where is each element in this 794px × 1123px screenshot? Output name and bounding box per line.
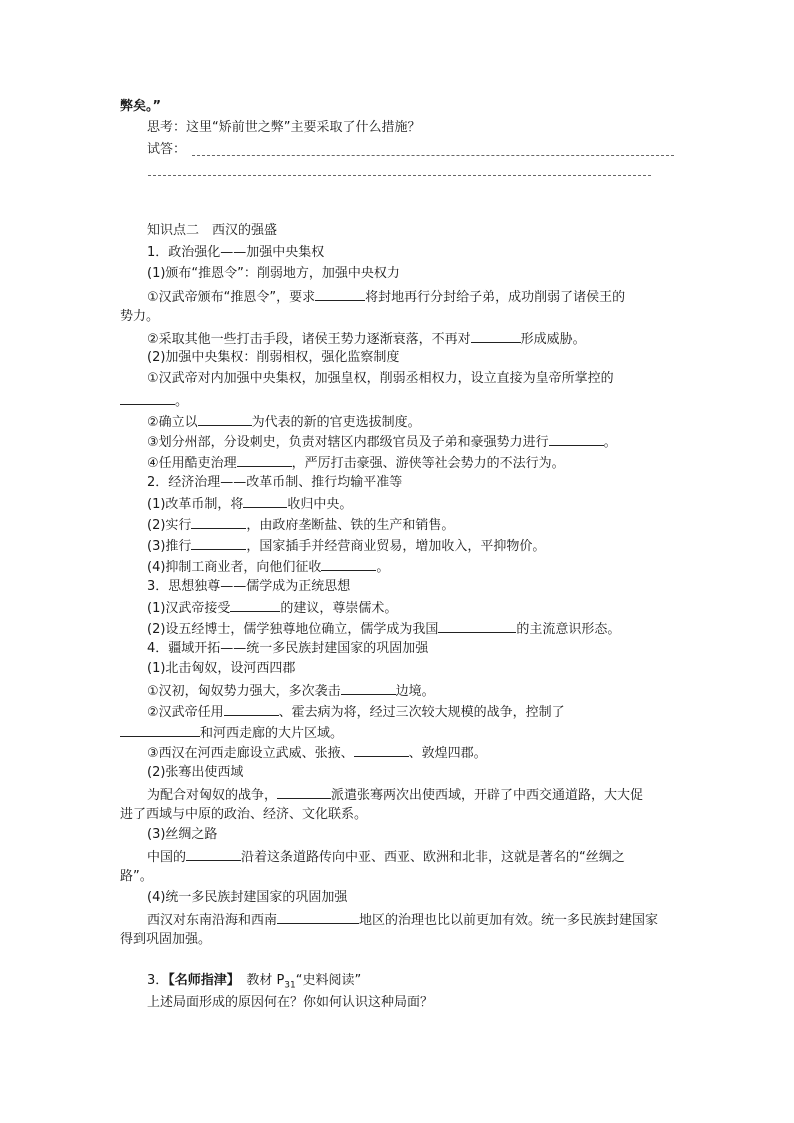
think-question: 思考：这里“矫前世之弊”主要采取了什么措施？: [147, 120, 421, 135]
text: 为配合对匈奴的战争，: [147, 788, 278, 803]
text: 和河西走廊的大片区域。: [200, 726, 344, 741]
text: 收归中央。: [287, 497, 353, 512]
fill-blank: [277, 910, 359, 924]
item-4-2: (2)张骞出使西域: [147, 765, 244, 780]
text: 的主流意识形态。: [516, 622, 621, 637]
text: (1)改革币制，将: [147, 497, 244, 512]
answer-label: 试答：: [147, 142, 187, 157]
fill-blank: [237, 453, 292, 467]
fill-blank: [321, 557, 376, 571]
text: 将封地再行分封给子弟，成功削弱了诸侯王的: [365, 290, 626, 305]
fill-blank: [354, 743, 409, 757]
item-4-3a-cont: 路”。: [120, 869, 153, 884]
text: 派遣张骞两次出使西域，开辟了中西交通道路，大大促: [331, 788, 644, 803]
text: 。: [175, 394, 189, 409]
item-4-3a: [147, 847, 625, 867]
text: ③划分州部，分设刺史，负责对辖区内郡级官员及子弟和豪强势力进行: [147, 435, 549, 450]
text: ①汉武帝颁布“推恩令”，要求: [147, 290, 316, 305]
text: 西汉对东南沿海和西南: [147, 913, 278, 928]
text: 形成威胁。: [520, 332, 586, 347]
fill-blank: [191, 515, 246, 529]
fill-blank: [341, 681, 396, 695]
guide-label: 【名师指津】: [168, 973, 234, 988]
intro-line-1: 弊矣。”: [120, 99, 162, 114]
text: ②确立以: [147, 415, 198, 430]
text: ②汉武帝任用: [147, 705, 224, 720]
item-1-1a-cont: 势力。: [120, 309, 160, 324]
item-2-1: [147, 494, 352, 514]
page-number: 31: [284, 980, 296, 991]
text: (4)抑制工商业者，向他们征收: [147, 560, 322, 575]
text: (2)实行: [147, 518, 192, 533]
fill-blank: [224, 702, 279, 716]
text: (2)设五经博士，儒学独尊地位确立，儒学成为我国: [147, 622, 439, 637]
item-4-4a-cont: 得到巩固加强。: [120, 932, 212, 947]
text: (3)推行: [147, 539, 192, 554]
item-3-1: [147, 598, 397, 618]
section-title: 知识点二 西汉的强盛: [147, 223, 278, 238]
text: 的建议，尊崇儒术。: [280, 601, 398, 616]
text: ③西汉在河西走廊设立武威、张掖、: [147, 746, 354, 761]
text: ④任用酷吏治理: [147, 456, 237, 471]
item-4-1a: [147, 681, 435, 701]
part3-title: 3．思想独尊——儒学成为正统思想: [147, 579, 351, 594]
fill-blank: [549, 432, 604, 446]
item-4-1b-cont: [120, 723, 343, 743]
answer-line-1: [192, 155, 674, 156]
text: 、霍去病为将，经过三次较大规模的战争，控制了: [278, 705, 565, 720]
part4-title: 4．疆域开拓——统一多民族封建国家的巩固加强: [147, 641, 429, 656]
text: ①汉初，匈奴势力强大，多次袭击: [147, 684, 341, 699]
text: ，由政府垄断盐、铁的生产和销售。: [246, 518, 455, 533]
fill-blank: [315, 287, 365, 301]
text: 地区的治理也比以前更加有效。统一多民族封建国家: [359, 913, 659, 928]
item-1-1a: [147, 287, 625, 307]
item-2-3: [147, 536, 545, 556]
item-3-2: [147, 619, 620, 639]
text: 。: [603, 435, 617, 450]
item-4-4: (4)统一多民族封建国家的巩固加强: [147, 890, 348, 905]
text: 。: [376, 560, 390, 575]
text: ，国家插手并经营商业贸易，增加收入，平抑物价。: [246, 539, 546, 554]
text: 中国的: [147, 850, 187, 865]
fill-blank: [120, 391, 175, 405]
fill-blank: [191, 536, 246, 550]
fill-blank: [438, 619, 516, 633]
text: 为代表的新的官吏选拔制度。: [251, 415, 421, 430]
item-4-1c: [147, 743, 487, 763]
item-1-2a-cont: [120, 391, 188, 411]
item-1-1: (1)颁布“推恩令”：削弱地方，加强中央权力: [147, 266, 400, 281]
text: ②采取其他一些打击手段，诸侯王势力逐渐衰落，不再对: [147, 332, 471, 347]
item-2-2: [147, 515, 454, 535]
fill-blank: [198, 412, 252, 426]
item-4-3: (3)丝绸之路: [147, 827, 218, 842]
fill-blank: [120, 723, 200, 737]
item-2-4: [147, 557, 389, 577]
text: (1)汉武帝接受: [147, 601, 231, 616]
text: 沿着这条道路传向中亚、西亚、欧洲和北非，这就是著名的“丝绸之: [241, 850, 625, 865]
textbook-ref: 教材 P: [246, 973, 285, 988]
guide-question: 上述局面形成的原因何在？你如何认识这种局面？: [147, 995, 434, 1010]
part2-title: 2．经济治理——改革币制、推行均输平准等: [147, 475, 403, 490]
item-4-4a: [147, 910, 658, 930]
fill-blank: [471, 329, 521, 343]
item-1-2b: [147, 412, 421, 432]
text: 边境。: [395, 684, 435, 699]
guide-number: 3．: [147, 973, 169, 988]
reference-title: “史料阅读”: [295, 973, 362, 988]
fill-blank: [277, 785, 331, 799]
item-1-2d: [147, 453, 565, 473]
fill-blank: [243, 494, 287, 508]
text: 、敦煌四郡。: [408, 746, 487, 761]
item-1-2a: ①汉武帝对内加强中央集权，加强皇权，削弱丞相权力，设立直接为皇帝所掌控的: [147, 371, 614, 386]
part1-title: 1．政治强化——加强中央集权: [147, 245, 325, 260]
fill-blank: [230, 598, 280, 612]
item-1-1b: [147, 329, 586, 349]
item-4-2a-cont: 进了西域与中原的政治、经济、文化联系。: [120, 807, 368, 822]
fill-blank: [186, 847, 241, 861]
teacher-guide: [147, 972, 361, 995]
item-1-2c: [147, 432, 617, 452]
item-4-1: (1)北击匈奴，设河西四郡: [147, 661, 296, 676]
answer-line-2: [148, 175, 651, 176]
item-4-1b: [147, 702, 565, 722]
item-1-2: (2)加强中央集权：削弱相权，强化监察制度: [147, 350, 400, 365]
item-4-2a: [147, 785, 643, 805]
text: ，严厉打击豪强、游侠等社会势力的不法行为。: [291, 456, 565, 471]
